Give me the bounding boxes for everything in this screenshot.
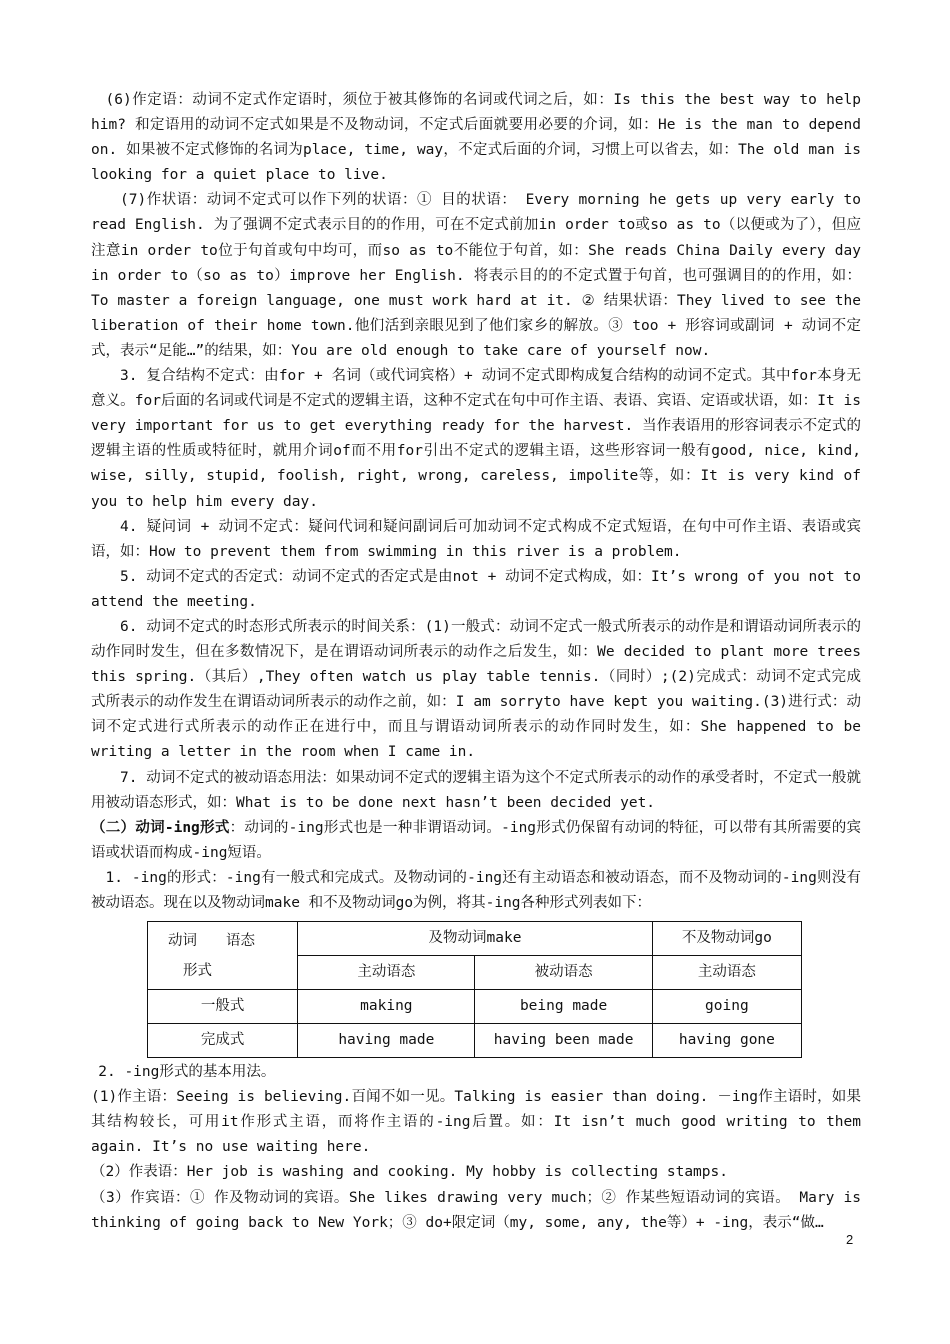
paragraph-attributive: (6)作定语：动词不定式作定语时，须位于被其修饰的名词或代词之后，如：Is this the best way to help him? 和定语用的动词不定式如果是不及物动词，不定式后面就要用必要的介词，如：He is the man to depend on. 如果被不定式修饰的名词为place, time, way，不定式后面的介词，习惯上可以省去，如：The old man is looking for a quiet place to live. [91,92,861,184]
paragraph-question-word-infinitive: 4. 疑问词 + 动词不定式：疑问代词和疑问副词后可加动词不定式构成不定式短语，在句中可作主语、表语或宾语，如：How to prevent them from swimming in this river is a problem. [91,518,861,560]
corner-top-label: 动词 语态 [168,932,255,949]
usage-heading: 2. -ing形式的基本用法。 [98,1064,276,1081]
paragraph-compound-infinitive: 3. 复合结构不定式：由for + 名词（或代词宾格）+ 动词不定式即构成复合结构的动词不定式。其中for本身无意义。for后面的名词或代词是不定式的逻辑主语，这种不定式在句中可作主语、表语、宾语、定语或状语，如：It is very important for us to get everything ready for the harvest. 当作表语用的形容词表示不定式的逻辑主语的性质或特征时，就用介词of而不用for引出不定式的逻辑主语，这些形容词一般有good, nice, kind, wise, silly, stupid, foolish, right, wrong, careless, impolite等，如：It is very kind of you to help him every day. [91,368,861,510]
table-cell: having made [298,1024,475,1058]
paragraph-negative-infinitive: 5. 动词不定式的否定式：动词不定式的否定式是由not + 动词不定式构成，如：It’s wrong of you not to attend the meeting. [91,568,861,610]
table-row [148,990,802,1024]
paragraph-tense-infinitive: 6. 动词不定式的时态形式所表示的时间关系：(1)一般式：动词不定式一般式所表示的动作是和谓语动词所表示的动作同时发生，但在多数情况下，是在谓语动词所表示的动作之后发生，如：We decided to plant more trees this spring.（其后）,They often watch us play table tennis.（同时）;(2)完成式：动词不定式完成式所表示的动作发生在谓语动词所表示的动作之前，如：I am sorryto have kept you waiting.(3)进行式：动词不定式进行式所表示的动作正在进行中，而且与谓语动词所表示的动作同时发生，如：She happened to be writing a letter in the room when I came in. [91,618,861,761]
section-two-heading: （二）动词-ing形式 [91,819,230,836]
section-two-body: ：动词的-ing形式也是一种非谓语动词。-ing形式仍保留有动词的特征，可以带有其所需要的宾语或状语而构成-ing短语。 [91,819,861,861]
page-number: 2 [846,1232,854,1247]
usage-predicative: （2）作表语：Her job is washing and cooking. My hobby is collecting stamps. [91,1164,728,1181]
table-corner-cell [148,922,298,990]
intransitive-active-header: 主动语态 [652,956,801,990]
table-row [148,1024,802,1058]
corner-bottom-label: 形式 [183,962,212,979]
table-cell: having gone [652,1024,801,1058]
row-label: 完成式 [148,1024,298,1058]
table-cell: making [298,990,475,1024]
table-cell: going [652,990,801,1024]
transitive-group-header: 及物动词make [298,922,653,956]
active-voice-header: 主动语态 [298,956,475,990]
section-two-paragraph [91,816,861,866]
paragraph-passive-infinitive: 7. 动词不定式的被动语态用法：如果动词不定式的逻辑主语为这个不定式所表示的动作的承受者时，不定式一般就用被动语态形式，如：What is to be done next hasn’t been decided yet. [91,769,861,811]
row-label: 一般式 [148,990,298,1024]
usage-subject: (1)作主语：Seeing is believing.百闻不如一见。Talking is easier than doing. －ing作主语时，如果其结构较长，可用it作形式主语，而将作主语的-ing后置。如：It isn’t much good writing to them again. It’s no use waiting here. [91,1089,861,1156]
page-content [91,88,861,1236]
usage-object: （3）作宾语：① 作及物动词的宾语。She likes drawing very much；② 作某些短语动词的宾语。 Mary is thinking of going back to New York；③ do+限定词（my, some, any, the等）+ -ing，表示“做… [91,1189,861,1231]
table-cell: being made [475,990,652,1024]
passive-voice-header: 被动语态 [475,956,652,990]
intransitive-group-header: 不及物动词go [652,922,801,956]
ing-forms-intro: 1. -ing的形式：-ing有一般式和完成式。及物动词的-ing还有主动语态和被动语态，而不及物动词的-ing则没有被动语态。现在以及物动词make 和不及物动词go为例，将其-ing各种形式列表如下： [91,869,861,911]
table-cell: having been made [475,1024,652,1058]
ing-forms-table [147,921,802,1058]
table-header-row [148,922,802,956]
paragraph-adverbial: (7)作状语：动词不定式可以作下列的状语：① 目的状语： Every morning he gets up very early to read English. 为了强调不定式表示目的的作用，可在不定式前加in order to或so as to（以便或为了），但应注意in order to位于句首或句中均可，而so as to不能位于句首，如：She reads China Daily every day in order to（so as to）improve her English. 将表示目的的不定式置于句首，也可强调目的的作用，如：To master a foreign language, one must work hard at it. ② 结果状语：They lived to see the liberation of their home town.他们活到亲眼见到了他们家乡的解放。③ too + 形容词或副词 + 动词不定式，表示“足能…”的结果，如：You are old enough to take care of yourself now. [91,192,861,359]
